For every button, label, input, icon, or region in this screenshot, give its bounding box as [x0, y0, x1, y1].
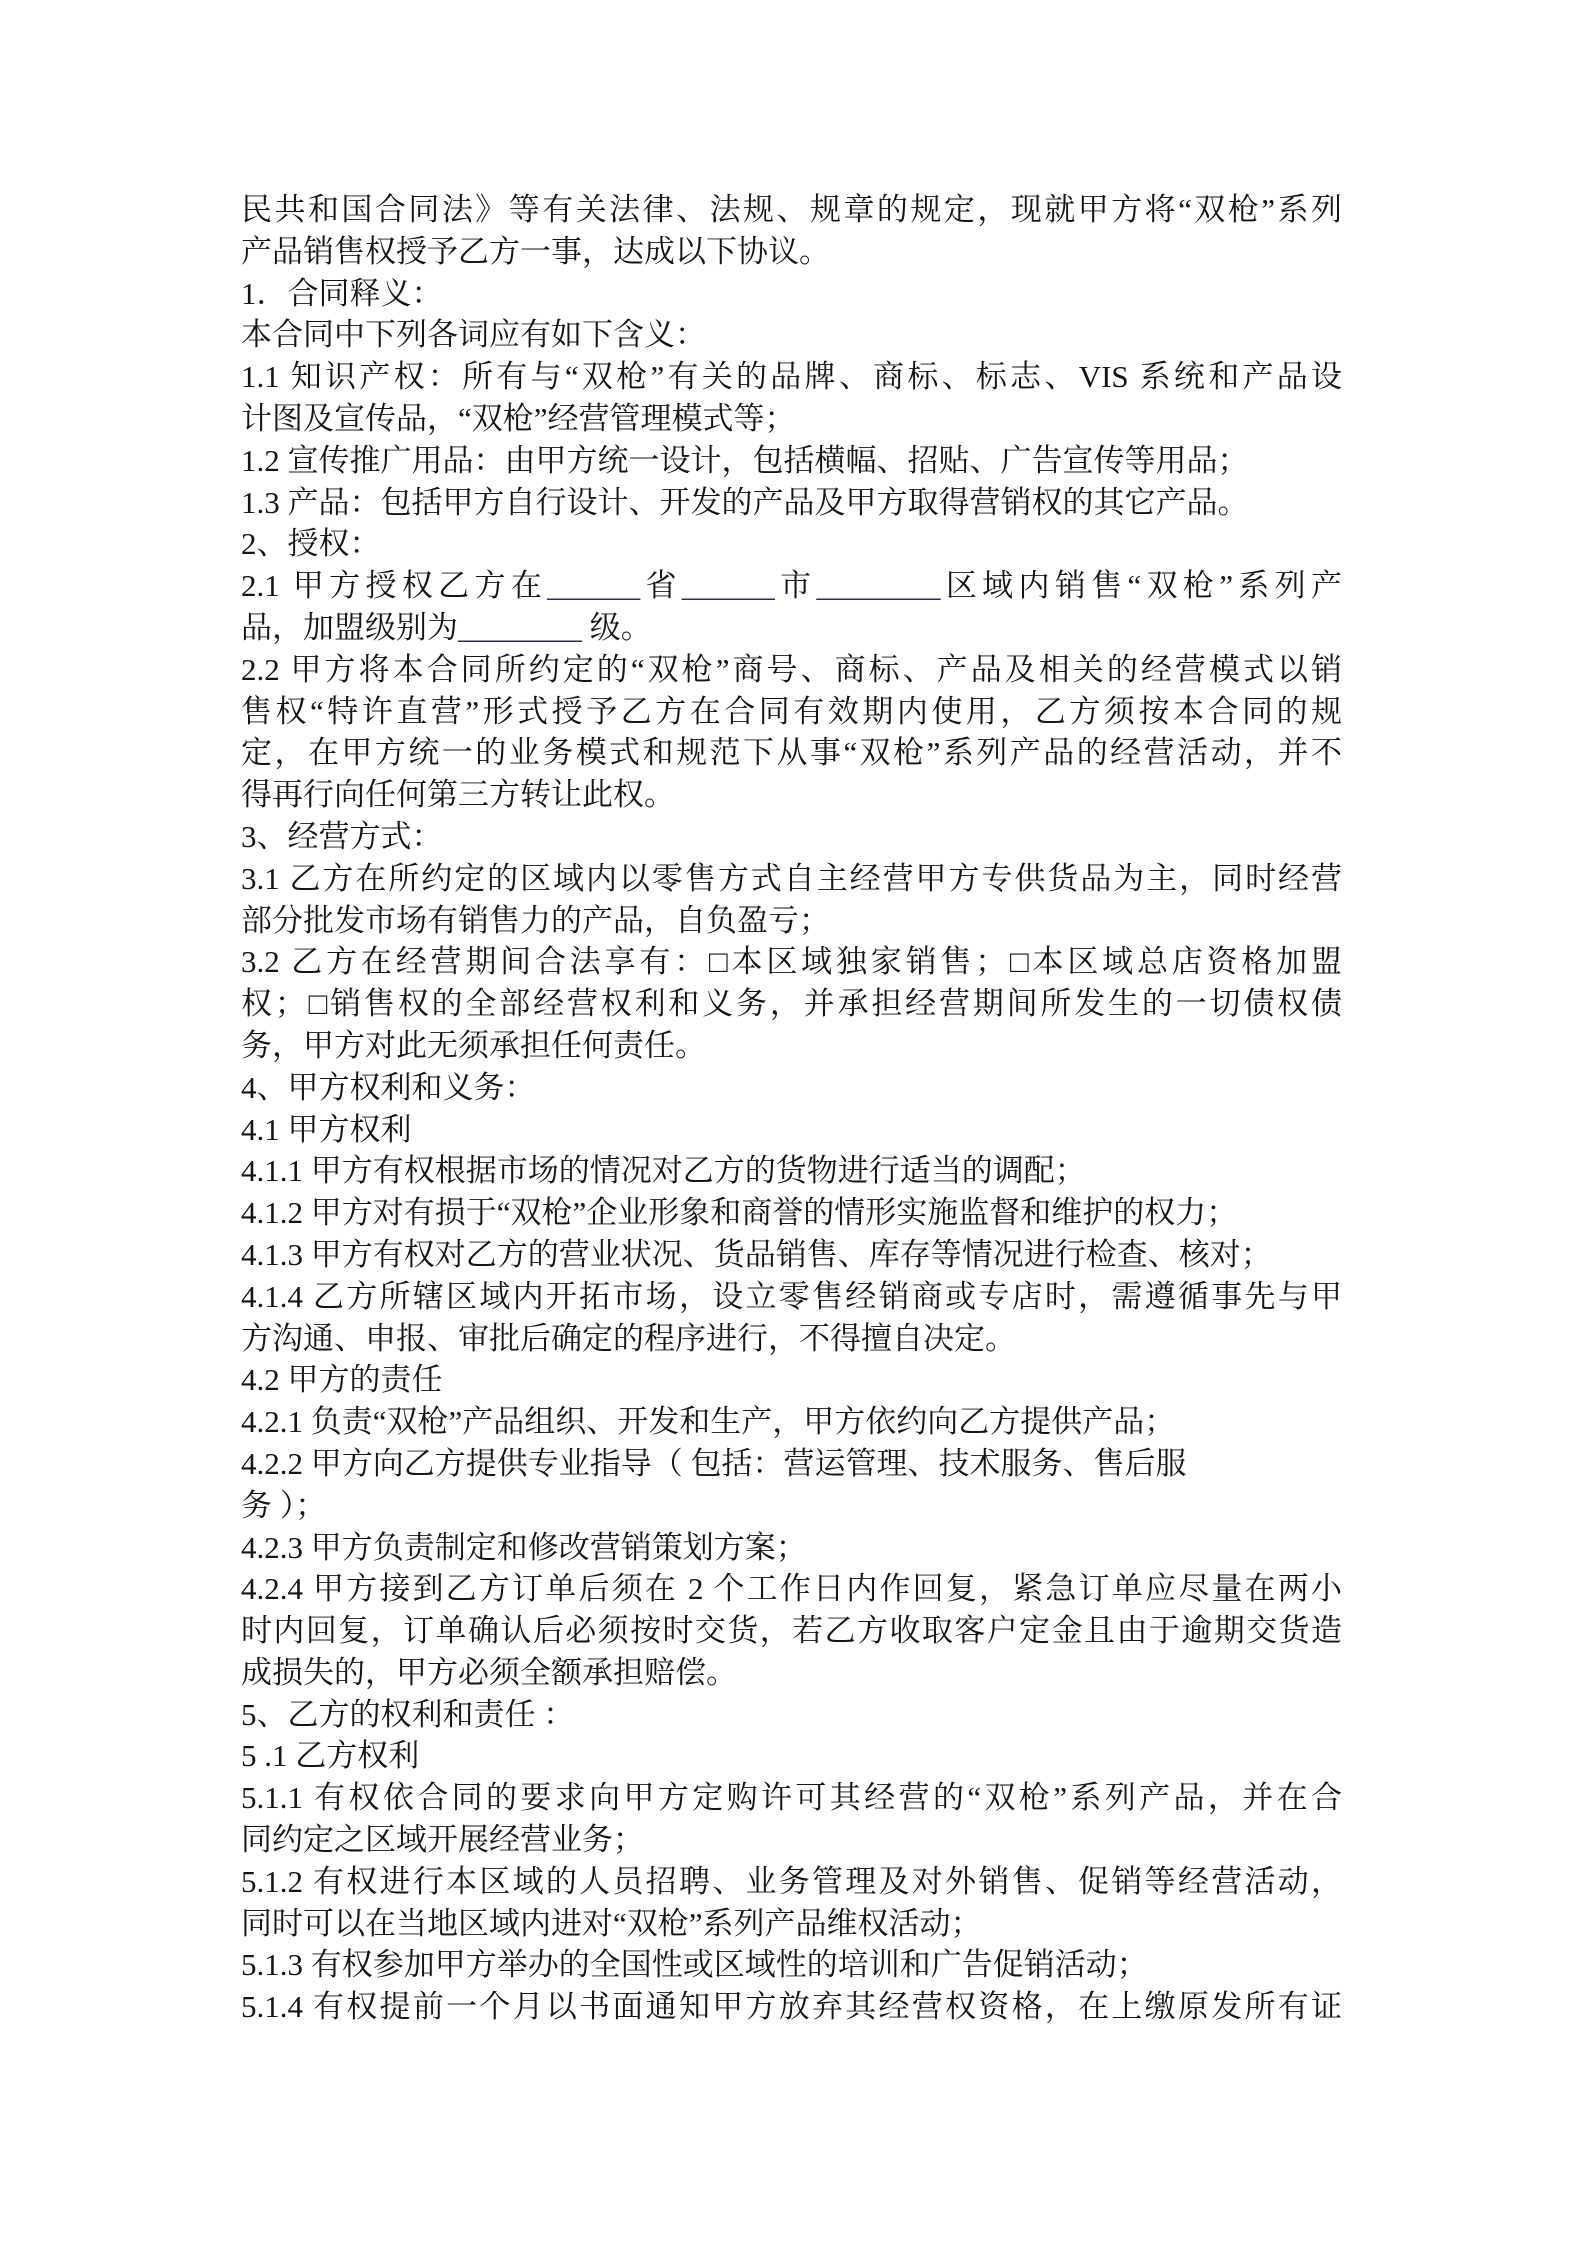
document-line: 得再行向任何第三方转让此权。 — [241, 777, 675, 813]
blank-underline: ________ — [458, 609, 582, 645]
document-line: 产品销售权授予乙方一事，达成以下协议。 — [241, 233, 830, 269]
document-line: 成损失的，甲方必须全额承担赔偿。 — [241, 1654, 737, 1690]
text-run: 2.1 甲方授权乙方在 — [241, 568, 548, 604]
document-line: 4.2.1 负责“双枪”产品组织、开发和生产，甲方依约向乙方提供产品； — [241, 1404, 1176, 1440]
document-line: 3.1 乙方在所约定的区域内以零售方式自主经营甲方专供货品为主，同时经营 — [241, 860, 1342, 896]
document-line: 5、乙方的权利和责任 ： — [241, 1696, 575, 1732]
blank-underline: ______ — [681, 568, 775, 604]
document-line: 4.1.2 甲方对有损于“双枪”企业形象和商誉的情形实施监督和维护的权力； — [241, 1195, 1238, 1231]
document-line: 权；□销售权的全部经营权利和义务，并承担经营期间所发生的一切债权债 — [241, 986, 1342, 1022]
blank-underline: ______ — [547, 568, 641, 604]
document-line: 4.2.2 甲方向乙方提供专业指导（ 包括：营运管理、技术服务、售后服 — [241, 1445, 1187, 1481]
document-line: 5.1.4 有权提前一个月以书面通知甲方放弃其经营权资格，在上缴原发所有证 — [241, 1989, 1342, 2025]
text-run: 省 — [640, 568, 682, 604]
document-line: 5.1.2 有权进行本区域的人员招聘、业务管理及对外销售、促销等经营活动， — [241, 1863, 1342, 1899]
document-line: 1.1 知识产权：所有与“双枪”有关的品牌、商标、标志、VIS 系统和产品设 — [241, 359, 1342, 395]
document-line — [241, 607, 1342, 649]
document-line: 4、甲方权利和义务： — [241, 1069, 536, 1105]
document-line: 4.1.4 乙方所辖区域内开拓市场，设立零售经销商或专店时，需遵循事先与甲 — [241, 1278, 1342, 1314]
document-line: 方沟通、申报、审批后确定的程序进行，不得擅自决定。 — [241, 1320, 1016, 1356]
document-line: 售权“特许直营”形式授予乙方在合同有效期内使用，乙方须按本合同的规 — [241, 693, 1342, 729]
document-line: 2.2 甲方将本合同所约定的“双枪”商号、商标、产品及相关的经营模式以销 — [241, 651, 1342, 687]
document-line: 4.1 甲方权利 — [241, 1111, 412, 1147]
document-line: 民共和国合同法》等有关法律、法规、规章的规定，现就甲方将“双枪”系列 — [241, 192, 1342, 227]
document-line: 5.1.1 有权依合同的要求向甲方定购许可其经营的“双枪”系列产品，并在合 — [241, 1780, 1342, 1816]
document-line: 务，甲方对此无须承担任何责任。 — [241, 1027, 706, 1063]
blank-underline: ________ — [816, 568, 941, 604]
document-line: 4.1.3 甲方有权对乙方的营业状况、货品销售、库存等情况进行检查、核对； — [241, 1236, 1272, 1272]
document-line: 4.1.1 甲方有权根据市场的情况对乙方的货物进行适当的调配； — [241, 1153, 1086, 1189]
document-line: 3、经营方式： — [241, 818, 443, 854]
document-line: 务 ）； — [241, 1487, 327, 1523]
document-line: 1．合同释义： — [241, 275, 443, 311]
document-line: 4.2 甲方的责任 — [241, 1362, 443, 1398]
document-line: 计图及宣传品，“双枪”经营管理模式等； — [241, 400, 796, 436]
document-line: 1.3 产品：包括甲方自行设计、开发的产品及甲方取得营销权的其它产品。 — [241, 484, 1249, 520]
document-line — [241, 565, 1342, 607]
document-line: 同约定之区域开展经营业务； — [241, 1822, 644, 1858]
document-body — [241, 189, 1342, 2028]
document-line: 3.2 乙方在经营期间合法享有：□本区域独家销售；□本区域总店资格加盟 — [241, 944, 1342, 980]
document-line: 2、授权： — [241, 526, 381, 562]
text-run: 区域内销售“双枪”系列产 — [940, 568, 1343, 604]
document-line: 本合同中下列各词应有如下含义： — [241, 317, 706, 353]
text-run: 级。 — [582, 609, 652, 645]
document-line: 部分批发市场有销售力的产品，自负盈亏； — [241, 902, 830, 938]
document-line: 5.1.3 有权参加甲方举办的全国性或区域性的培训和广告促销活动； — [241, 1947, 1148, 1983]
document-line: 1.2 宣传推广用品：由甲方统一设计，包括横幅、招贴、广告宣传等用品； — [241, 442, 1249, 478]
document-line: 4.2.3 甲方负责制定和修改营销策划方案； — [241, 1529, 807, 1565]
document-line: 定，在甲方统一的业务模式和规范下从事“双枪”系列产品的经营活动，并不 — [241, 735, 1342, 771]
document-line: 同时可以在当地区域内进对“双枪”系列产品维权活动； — [241, 1905, 982, 1941]
document-line: 4.2.4 甲方接到乙方订单后须在 2 个工作日内作回复，紧急订单应尽量在两小 — [241, 1571, 1342, 1607]
document-line: 时内回复，订单确认后必须按时交货，若乙方收取客户定金且由于逾期交货造 — [241, 1613, 1342, 1649]
text-run: 市 — [774, 568, 817, 604]
text-run: 品，加盟级别为 — [241, 609, 458, 645]
document-line: 5 .1 乙方权利 — [241, 1738, 420, 1774]
